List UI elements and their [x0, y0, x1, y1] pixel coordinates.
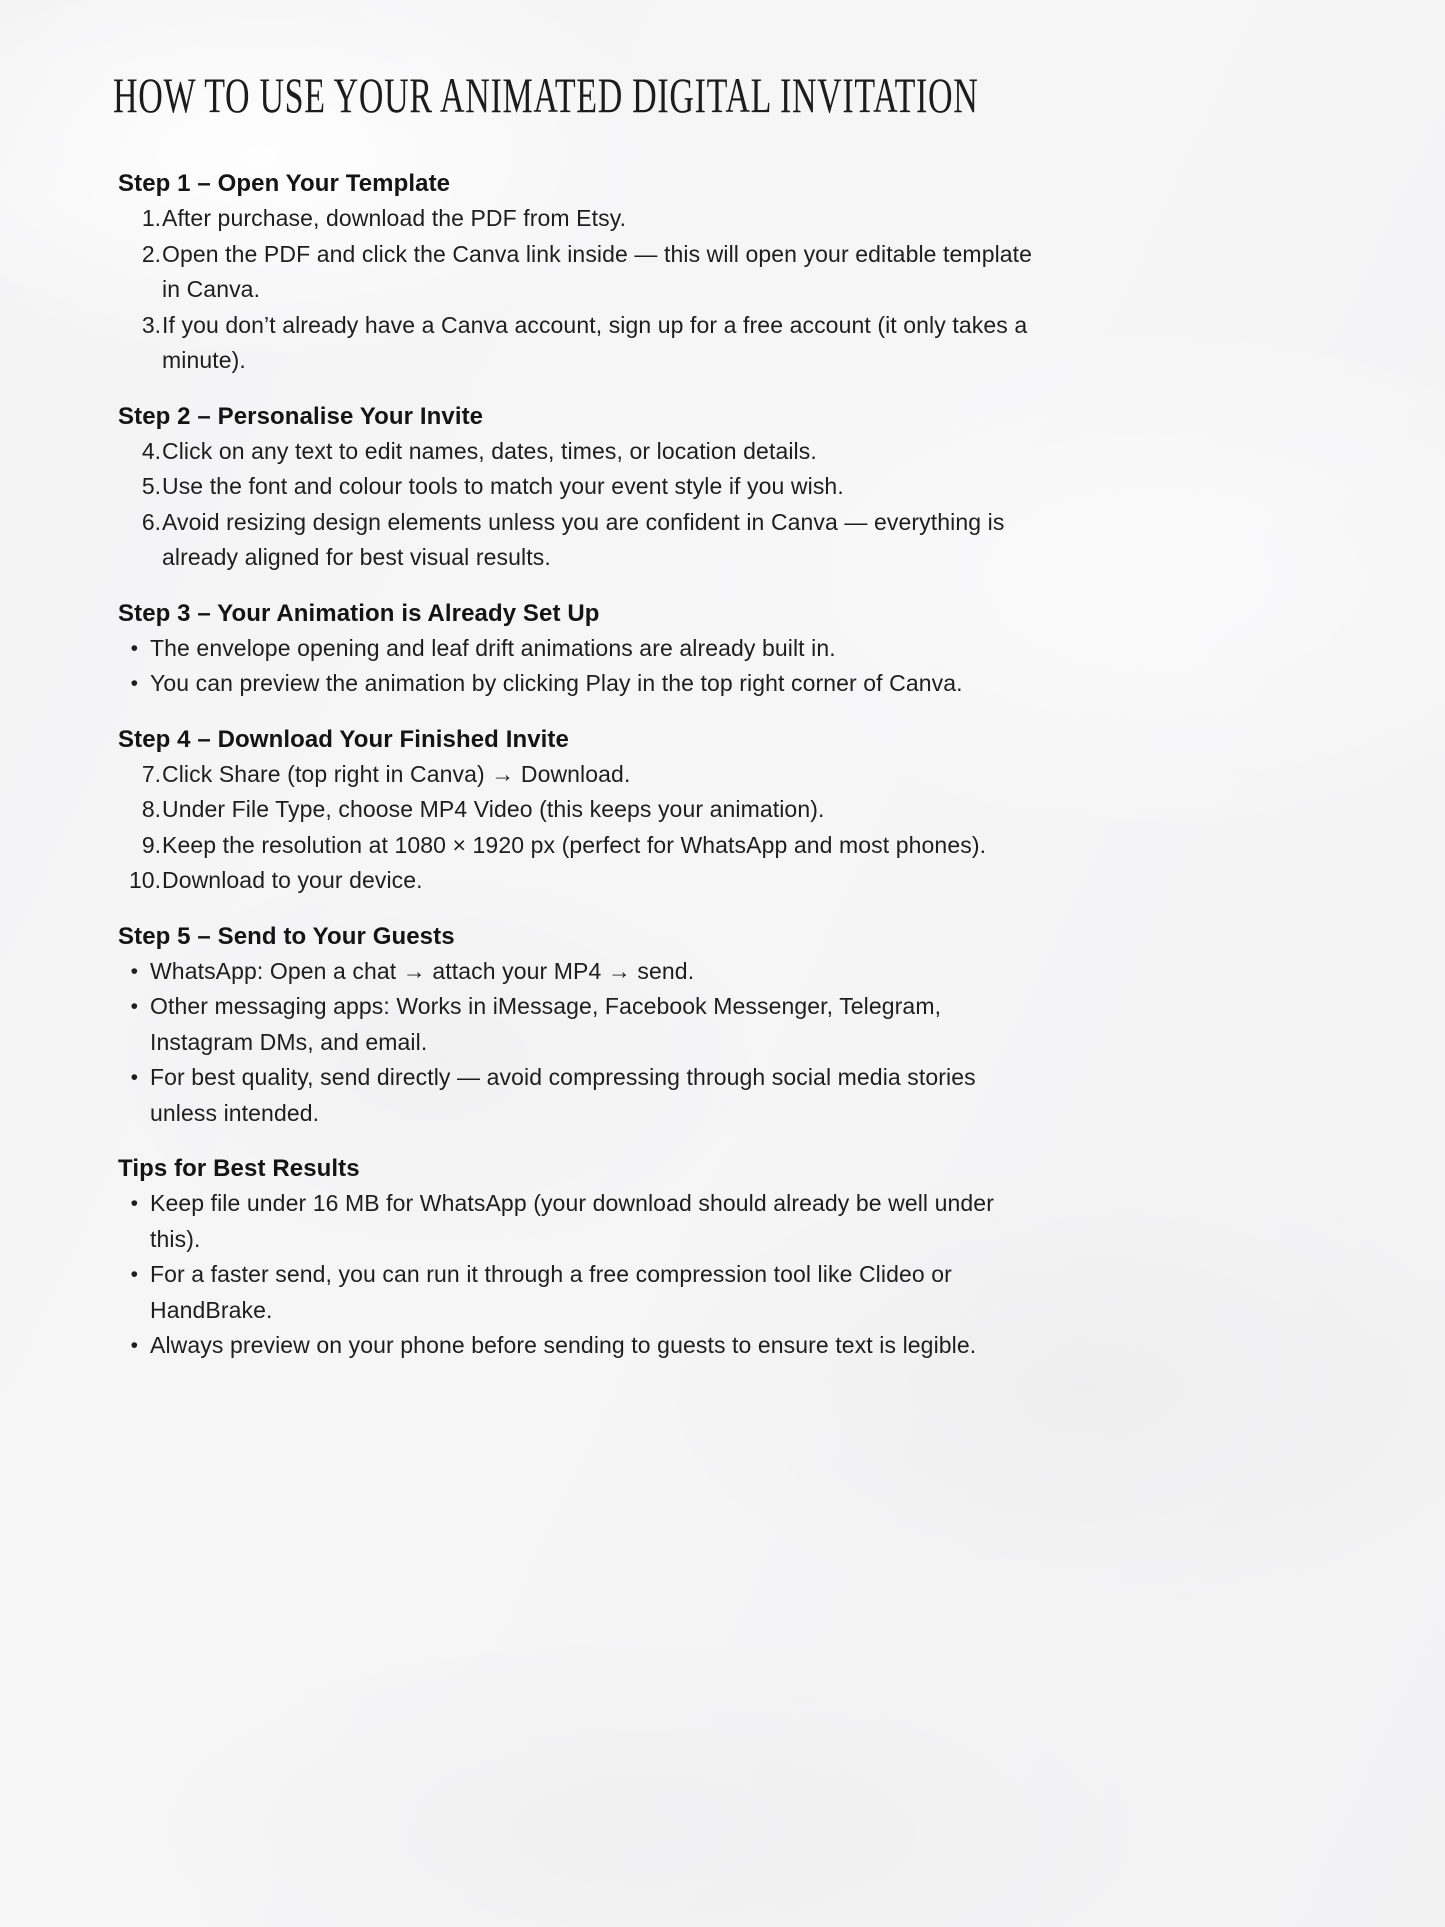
item-text: If you don’t already have a Canva account, sign up for a free account (it only takes a minute).: [162, 311, 1028, 373]
section: [118, 1151, 1335, 1364]
item-text: Download to your device.: [162, 867, 423, 893]
item-text: You can preview the animation by clicking Play in the top right corner of Canva.: [150, 670, 963, 696]
bullet-icon: •: [130, 1263, 138, 1286]
list-item: [118, 201, 1335, 237]
item-text: Always preview on your phone before sending to guests to ensure text is legible.: [150, 1332, 977, 1358]
list-item: [118, 954, 1335, 990]
section-heading: Tips for Best Results: [118, 1155, 360, 1182]
list-item: [118, 434, 1335, 470]
bullet-icon: •: [130, 995, 138, 1018]
item-text: The envelope opening and leaf drift animations are already built in.: [150, 634, 836, 661]
list-item: [118, 828, 1335, 864]
item-number: 2.: [141, 240, 161, 267]
bullet-icon: •: [130, 636, 138, 660]
section: [118, 399, 1335, 576]
list-item: [118, 1257, 1335, 1328]
item-text: Under File Type, choose MP4 Video (this keeps your animation).: [162, 796, 825, 822]
item-text: Keep the resolution at 1080 × 1920 px (perfect for WhatsApp and most phones).: [162, 831, 987, 858]
item-text: Click Share (top right in Canva) → Download.: [162, 760, 631, 787]
bullet-icon: •: [130, 1192, 138, 1215]
instruction-sections: [113, 166, 1335, 1364]
item-text: Avoid resizing design elements unless you are confident in Canva — everything is already aligned for best visual results.: [162, 508, 1005, 570]
section-heading: Step 1 – Open Your Template: [118, 170, 451, 197]
item-number: 8.: [141, 796, 161, 822]
list-item: [118, 792, 1335, 828]
list-item: [118, 308, 1335, 379]
bullet-list: [118, 1186, 1335, 1364]
section-heading: Step 3 – Your Animation is Already Set Up: [118, 599, 600, 627]
section: [118, 166, 1335, 379]
section: [118, 596, 1335, 702]
item-number: 1.: [141, 205, 161, 231]
item-number: 4.: [141, 437, 161, 464]
bullet-icon: •: [130, 959, 138, 983]
item-text: Other messaging apps: Works in iMessage, Facebook Messenger, Telegram, Instagram DMs, and email.: [150, 993, 942, 1055]
list-item: [118, 989, 1335, 1060]
list-item: [118, 863, 1335, 899]
list-item: [118, 469, 1335, 505]
item-number: 5.: [141, 473, 161, 499]
item-text: Keep file under 16 MB for WhatsApp (your download should already be well under this).: [150, 1190, 994, 1252]
list-item: [118, 757, 1335, 793]
bullet-icon: •: [130, 1066, 138, 1089]
list-item: [118, 237, 1335, 308]
section: [118, 919, 1335, 1132]
section: [118, 722, 1335, 899]
item-text: Click on any text to edit names, dates, times, or location details.: [162, 437, 817, 464]
item-text: After purchase, download the PDF from Etsy.: [162, 205, 627, 231]
list-item: [118, 1328, 1335, 1364]
ordered-list: [118, 434, 1335, 576]
item-text: For best quality, send directly — avoid compressing through social media stories unless intended.: [150, 1064, 976, 1126]
list-item: [118, 631, 1335, 667]
list-item: [118, 666, 1335, 702]
list-item: [118, 1186, 1335, 1257]
ordered-list: [118, 201, 1335, 379]
bullet-icon: •: [130, 672, 138, 695]
bullet-icon: •: [130, 1334, 138, 1357]
list-item: [118, 505, 1335, 576]
page-title: HOW TO USE YOUR ANIMATED DIGITAL INVITATION: [113, 67, 979, 123]
item-number: 9.: [141, 831, 161, 858]
section-heading: Step 5 – Send to Your Guests: [118, 922, 455, 950]
item-number: 3.: [141, 311, 161, 338]
item-text: WhatsApp: Open a chat → attach your MP4 → send.: [150, 957, 695, 984]
item-number: 10.: [129, 867, 161, 893]
item-number: 6.: [141, 508, 161, 535]
item-number: 7.: [141, 760, 161, 787]
item-text: Open the PDF and click the Canva link inside — this will open your editable template in Canva.: [162, 240, 1033, 302]
section-heading: Step 4 – Download Your Finished Invite: [118, 725, 569, 753]
bullet-list: [118, 954, 1335, 1132]
item-text: Use the font and colour tools to match your event style if you wish.: [162, 473, 844, 499]
item-text: For a faster send, you can run it through a free compression tool like Clideo or HandBrake.: [150, 1261, 952, 1323]
list-item: [118, 1060, 1335, 1131]
section-heading: Step 2 – Personalise Your Invite: [118, 402, 484, 430]
bullet-list: [118, 631, 1335, 702]
ordered-list: [118, 757, 1335, 899]
